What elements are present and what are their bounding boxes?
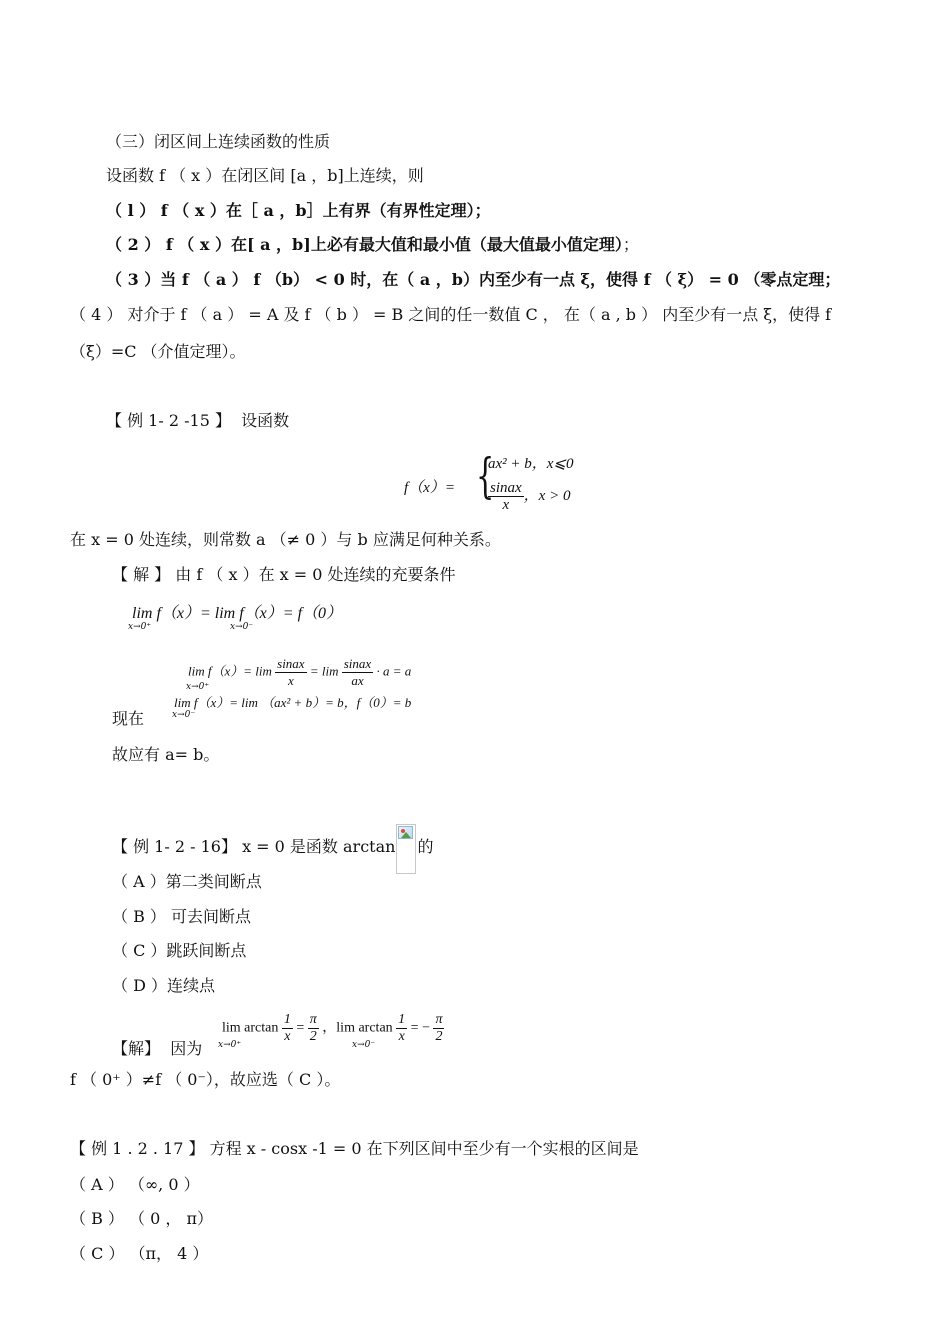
ex16-label: 【 例 1- 2 - 16】	[112, 837, 237, 856]
ex16-text: x = 0 是函数 arctan	[242, 837, 396, 856]
ex17-label: 【 例 1 . 2 . 17 】	[70, 1139, 205, 1158]
ex16-option-d: （ D ）连续点	[112, 976, 216, 995]
ex15-eq2-frac1-num: sinax	[277, 656, 305, 671]
ex15-case2	[488, 480, 570, 513]
ex16-sub-plus: x→0⁺	[218, 1040, 242, 1050]
left-brace-icon: {	[476, 448, 495, 504]
ex15-question: 在 x = 0 处连续，则常数 a （≠ 0 ）与 b 应满足何种关系。	[70, 530, 501, 549]
ex17-text: 方程 x - cosx -1 = 0 在下列区间中至少有一个实根的区间是	[209, 1139, 639, 1158]
ex15-eq2-sub: x→0⁺	[186, 682, 210, 692]
ex17-option-c: （ C ） （π， 4 ）	[70, 1244, 209, 1263]
ex16-frac2-num: 1	[398, 1012, 406, 1027]
theorem-1: （ l ） f （ x ）在［ a ，b］上有界（有界性定理）；	[106, 201, 491, 220]
ex15-sol-text: 由 f （ x ）在 x = 0 处连续的充要条件	[175, 565, 456, 584]
ex16-sol-text: 因为	[170, 1039, 203, 1058]
ex15-eq1: lim f（x）= lim f（x）= f（0）	[132, 605, 343, 622]
ex16-pi2-num: π	[435, 1012, 443, 1027]
section-heading: （三）闭区间上连续函数的性质	[106, 132, 331, 151]
ex15-eq2-b: = lim	[309, 663, 339, 679]
theorem-3: （ 3 ）当 f （ a ） f （b） < 0 时，在（ a ，b）内至少有一点 ξ，使得 f （ ξ） = 0 （零点定理；	[106, 270, 841, 289]
ex16-eq-a: lim arctan	[222, 1020, 279, 1036]
theorem-4-line2: （ξ）=C （介值定理）。	[70, 342, 246, 361]
ex15-eq2-c: · a = a	[376, 663, 412, 679]
ex16-conclusion: f （ 0⁺ ）≠f （ 0⁻），故应选（ C ）。	[70, 1070, 341, 1089]
ex15-case2-den: x	[502, 497, 510, 513]
ex16-option-c: （ C ）跳跃间断点	[112, 941, 247, 960]
ex15-solution-intro	[112, 564, 456, 586]
theorem-2	[106, 234, 639, 256]
ex16-title	[112, 824, 433, 874]
ex17-title	[70, 1138, 639, 1160]
ex15-title	[106, 410, 289, 432]
ex15-eq1-sub2: x→0⁻	[230, 622, 254, 632]
ex15-sol-label: 【 解 】	[112, 565, 171, 584]
ex15-eq2-frac2-num: sinax	[343, 656, 372, 671]
ex15-eq3-sub: x→0⁻	[172, 710, 196, 720]
ex16-tail: 的	[417, 837, 434, 856]
ex17-option-a: （ A ） （∞, 0 ）	[70, 1175, 200, 1194]
ex16-limits	[222, 1012, 444, 1045]
ex16-option-b: （ B ） 可去间断点	[112, 907, 252, 926]
ex16-sol-label: 【解】	[112, 1039, 161, 1058]
ex16-frac2-den: x	[398, 1029, 405, 1044]
section-intro: 设函数 f （ x ）在闭区间 [a ，b]上连续，则	[106, 166, 424, 185]
ex16-solution-intro	[112, 1038, 202, 1060]
ex15-title-tail: 设函数	[241, 411, 290, 430]
ex15-now: 现在	[112, 709, 145, 728]
ex15-eq1-sub1: x→0⁺	[128, 622, 152, 632]
ex15-eq2	[188, 656, 411, 689]
ex15-conclusion: 故应有 a= b。	[112, 745, 220, 764]
ex16-eq-d: = −	[410, 1020, 430, 1036]
ex15-label: 【 例 1- 2 -15 】	[106, 411, 231, 430]
ex15-eq3: lim f（x）= lim （ax² + b）= b，f（0）= b	[174, 695, 412, 710]
ex16-pi2-den: 2	[435, 1029, 443, 1044]
ex16-option-a: （ A ）第二类间断点	[112, 872, 262, 891]
ex15-case2-tail: ，x > 0	[523, 487, 571, 504]
theorem-4-line1: （ 4 ） 对介于 f （ a ） = A 及 f （ b ） = B 之间的任一数值 C ， 在（ a , b ） 内至少有一点 ξ，使得 f	[70, 305, 832, 324]
ex16-sub-minus: x→0⁻	[352, 1040, 376, 1050]
theorem-2-text: （ 2 ） f （ x ）在[ a ，b]上必有最大值和最小值（最大值最小值定理）	[106, 235, 623, 254]
ex16-pi1-num: π	[309, 1012, 317, 1027]
ex15-eq2-frac2-den: ax	[351, 673, 364, 688]
ex17-option-b: （ B ） （ 0 ， π）	[70, 1209, 213, 1228]
ex15-case1: ax² + b，x⩽0	[488, 456, 574, 472]
ex15-case2-num: sinax	[490, 480, 522, 496]
ex16-frac1-num: 1	[283, 1012, 291, 1027]
ex15-eq2-a: lim f（x）= lim	[188, 663, 272, 679]
ex16-frac1-den: x	[284, 1029, 291, 1044]
ex16-eq-c: ，lim arctan	[322, 1020, 393, 1036]
broken-image-icon	[396, 824, 416, 874]
ex16-eq-b: =	[296, 1020, 305, 1036]
ex15-eq2-frac1-den: x	[287, 673, 294, 688]
theorem-2-tail: ；	[622, 235, 639, 254]
ex16-pi1-den: 2	[309, 1029, 317, 1044]
ex15-fx-lhs: f（x）=	[404, 480, 455, 496]
